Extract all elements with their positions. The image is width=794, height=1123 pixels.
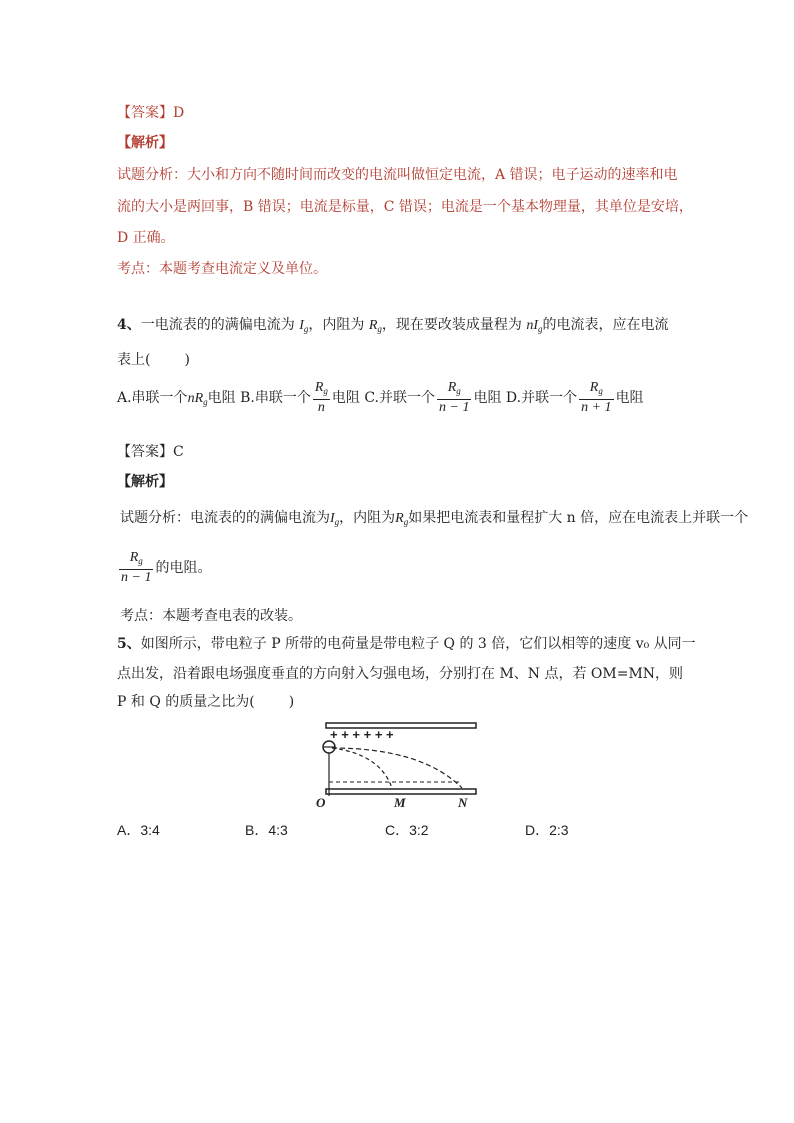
q5-line3 xyxy=(117,692,294,712)
q5-line1 xyxy=(117,634,696,654)
q4-stem-line2-text: 表上( xyxy=(117,352,151,368)
q4-analysis-rg: $R_g$ xyxy=(395,511,409,527)
q4-opt-b-post: 电阻 xyxy=(331,390,360,406)
q4-opt-c-post: 电阻 xyxy=(473,390,502,406)
q4-analysis-a: 试题分析：电流表的的满偏电流为 xyxy=(120,510,330,526)
q4-analysis-c: 如果把电流表和量程扩大 n 倍，应在电流表上并联一个 xyxy=(408,510,749,526)
q4-stem-line1 xyxy=(117,315,669,339)
q4-ig-symbol: $I_g$ xyxy=(299,318,309,334)
q4-analysis-tail: 的电阻。 xyxy=(155,560,212,576)
q4-rg-symbol: $R_g$ xyxy=(368,318,382,334)
q5-choice-d: D．2:3 xyxy=(525,822,569,838)
q4-opt-b-fraction: $\frac{R_g}{n}$ xyxy=(314,380,328,415)
q5-number: 5、 xyxy=(117,636,141,652)
q5-choice-c: C．3:2 xyxy=(385,822,429,838)
trajectory-to-M xyxy=(332,748,392,788)
q4-opt-c-fraction: $\frac{R_g}{n - 1}$ xyxy=(439,380,470,415)
q4-stem-line2 xyxy=(117,350,190,370)
q4-analysis-label: 【解析】 xyxy=(117,474,173,490)
q5-line3-end: ) xyxy=(288,694,295,710)
q4-number: 4、 xyxy=(117,317,141,333)
q4-stem-line2-end: ) xyxy=(184,352,190,368)
q4-stem-a: 一电流表的的满偏电流为 xyxy=(140,317,295,333)
label-N: N xyxy=(458,795,468,810)
q3-analysis-line2: 流的大小是两回事，B 错误；电流是标量，C 错误；电流是一个基本物理量，其单位是安培， xyxy=(117,199,693,215)
bottom-plate xyxy=(326,789,476,794)
q4-opt-b-pre: B.串联一个 xyxy=(240,390,311,406)
q3-point: 考点：本题考查电流定义及单位。 xyxy=(117,261,327,277)
q3-analysis-line1: 试题分析：大小和方向不随时间而改变的电流叫做恒定电流，A 错误；电子运动的速率和电 xyxy=(117,167,678,183)
q5-choice-a: A．3:4 xyxy=(117,822,160,838)
q4-analysis-fraction: $\frac{R_g}{n - 1}$ xyxy=(121,550,152,585)
q4-stem-d: 的电流表，应在电流 xyxy=(542,317,669,333)
q5-choice-b: B．4:3 xyxy=(245,822,288,838)
q4-analysis-line1 xyxy=(120,508,748,532)
q4-opt-d-pre: D.并联一个 xyxy=(505,390,578,406)
q4-opt-a-pre: A.串联一个 xyxy=(117,390,188,406)
q4-nig-symbol: $nI_g$ xyxy=(526,318,543,334)
q5-line2: 点出发，沿着跟电场强度垂直的方向射入匀强电场，分别打在 M、N 点，若 OM=MN，则 xyxy=(117,666,684,682)
q3-analysis-line3: D 正确。 xyxy=(117,230,175,246)
q5-line1-text: 如图所示，带电粒子 P 所带的电荷量是带电粒子 Q 的 3 倍，它们以相等的速度 v₀ 从同一 xyxy=(140,636,696,652)
q4-opt-a-value: $nR_g$ xyxy=(187,391,208,407)
q3-answer: 【答案】D xyxy=(117,105,185,121)
q4-opt-c-pre: C.并联一个 xyxy=(364,390,436,406)
q5-line3-text: P 和 Q 的质量之比为( xyxy=(117,694,255,710)
q4-opt-a-post: 电阻 xyxy=(207,390,236,406)
q4-opt-d-fraction: $\frac{R_g}{n + 1}$ xyxy=(581,380,612,415)
q3-analysis-label: 【解析】 xyxy=(117,135,173,151)
q4-stem-b: ，内阻为 xyxy=(308,317,365,333)
q4-point: 考点：本题考查电表的改装。 xyxy=(120,608,302,624)
q4-analysis-line2 xyxy=(117,548,211,588)
q4-analysis-b: ，内阻为 xyxy=(339,510,396,526)
electric-field-diagram xyxy=(312,718,482,810)
q4-stem-c: ，现在要改装成量程为 xyxy=(381,317,522,333)
label-M: M xyxy=(394,795,406,810)
plus-signs: + + + + + + xyxy=(330,727,394,742)
q4-answer: 【答案】C xyxy=(117,444,184,460)
q4-opt-d-post: 电阻 xyxy=(615,390,644,406)
label-O: O xyxy=(316,795,326,810)
q4-analysis-ig: $I_g$ xyxy=(330,511,340,527)
q4-options xyxy=(117,378,644,422)
